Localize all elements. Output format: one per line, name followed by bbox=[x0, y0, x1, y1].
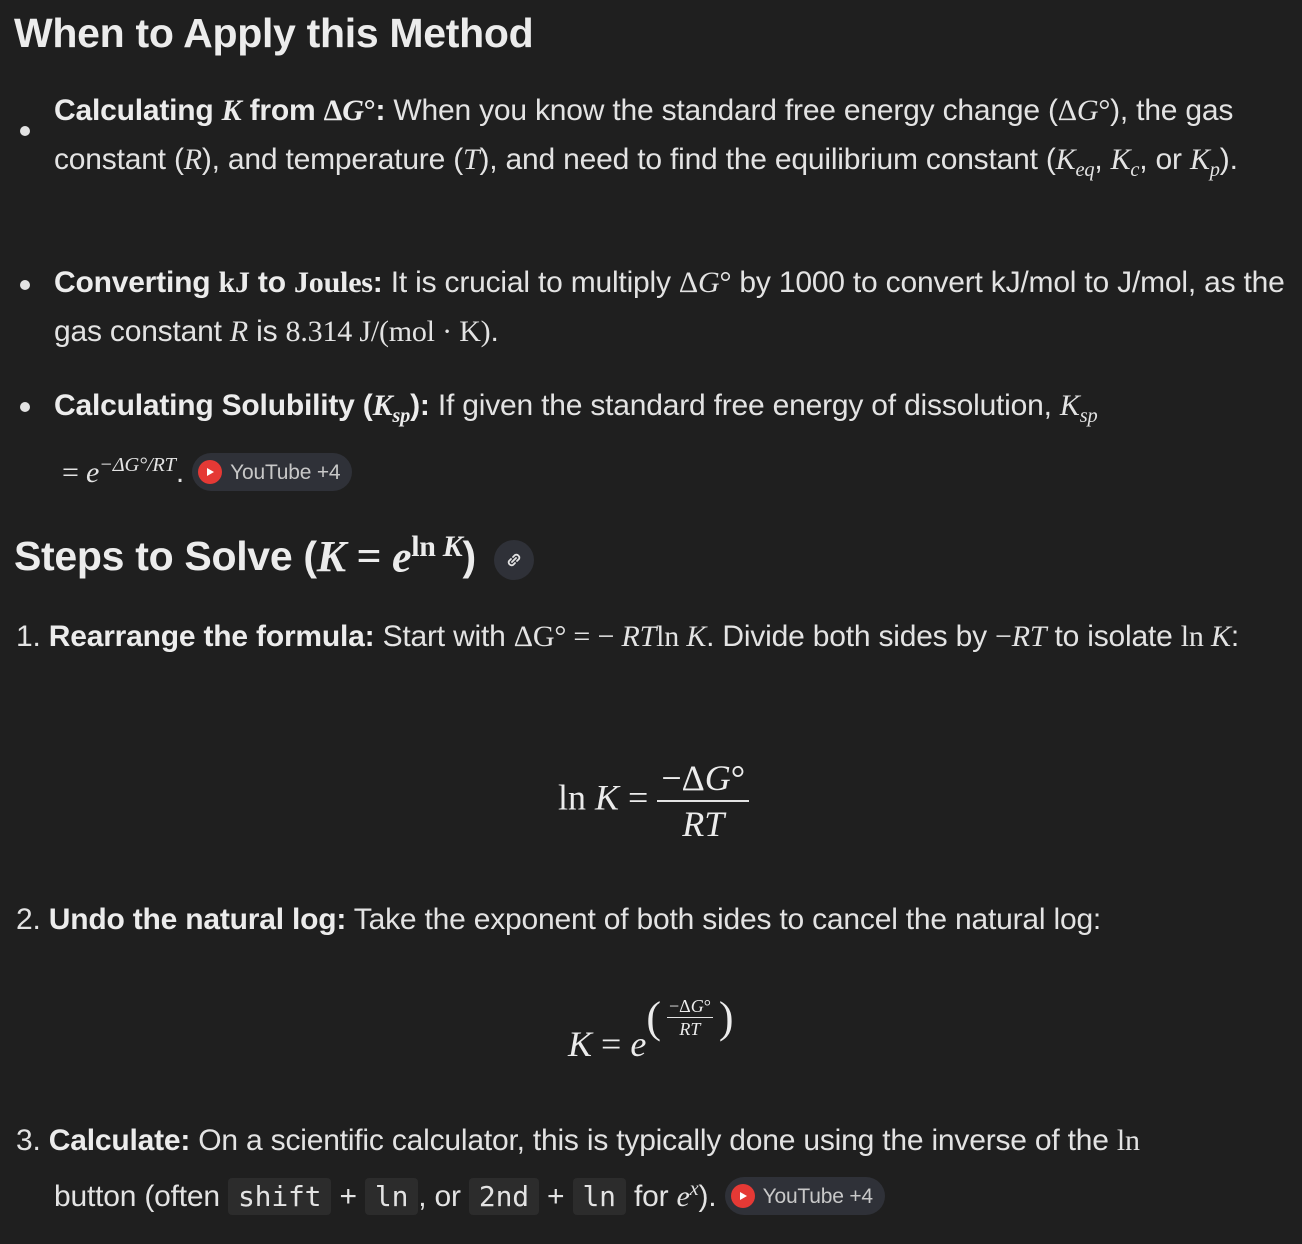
bullet-converting-kj: Converting kJ to Joules: It is crucial to multiply ΔG° by 1000 to convert kJ/mol to J/mol, as the gas constant R is 8.314 J/(mol · K). bbox=[54, 266, 1285, 348]
youtube-play-icon bbox=[731, 1184, 755, 1208]
bullet-marker bbox=[20, 280, 30, 290]
code-ln: ln bbox=[365, 1178, 418, 1215]
source-chip-youtube[interactable]: YouTube +4 bbox=[192, 453, 352, 491]
code-shift: shift bbox=[228, 1178, 331, 1215]
step-3: 3. Calculate: On a scientific calculator, this is typically done using the inverse of the ln button (often shift + ln , or 2nd + ln for $e^x$). YouTube +4 bbox=[16, 1116, 1296, 1221]
bullet-marker bbox=[20, 402, 30, 412]
bullet-solubility: Calculating Solubility $(K_{sp})$: If given the standard free energy of dissolution, $K_{sp}$ = $e^{-\Delta G^\circ/RT}$. YouTube +4 bbox=[54, 381, 1294, 497]
formula-ln-k: ln K = $\frac{-\Delta G^\circ}{RT}$ bbox=[558, 756, 749, 846]
source-chip-youtube[interactable]: YouTube +4 bbox=[725, 1177, 885, 1215]
step-1: 1. Rearrange the formula: Start with ΔG° = − RTln K. Divide both sides by −RT to isolate ln K: bbox=[16, 620, 1239, 653]
section-heading-steps-to-solve: Steps to Solve ( K = $e^{ln K}$ ) bbox=[14, 530, 534, 583]
formula-k-exponent: K = e ( −ΔG° RT ) bbox=[568, 993, 734, 1064]
code-2nd: 2nd bbox=[469, 1178, 539, 1215]
youtube-play-icon bbox=[198, 460, 222, 484]
bullet-marker bbox=[20, 126, 30, 136]
code-ln: ln bbox=[573, 1178, 626, 1215]
link-icon[interactable] bbox=[494, 540, 534, 580]
bullet-calculating-k: Calculating K from ΔG°: When you know the standard free energy change (ΔG°), the gas constant (R), and temperature (T), and need to find the equilibrium constant ($K_{eq}$, $K_c$, or $K_p$). bbox=[54, 94, 1238, 181]
section-heading-when-to-apply: When to Apply this Method bbox=[14, 10, 534, 56]
step-2: 2. Undo the natural log: Take the exponent of both sides to cancel the natural log: bbox=[16, 903, 1102, 936]
